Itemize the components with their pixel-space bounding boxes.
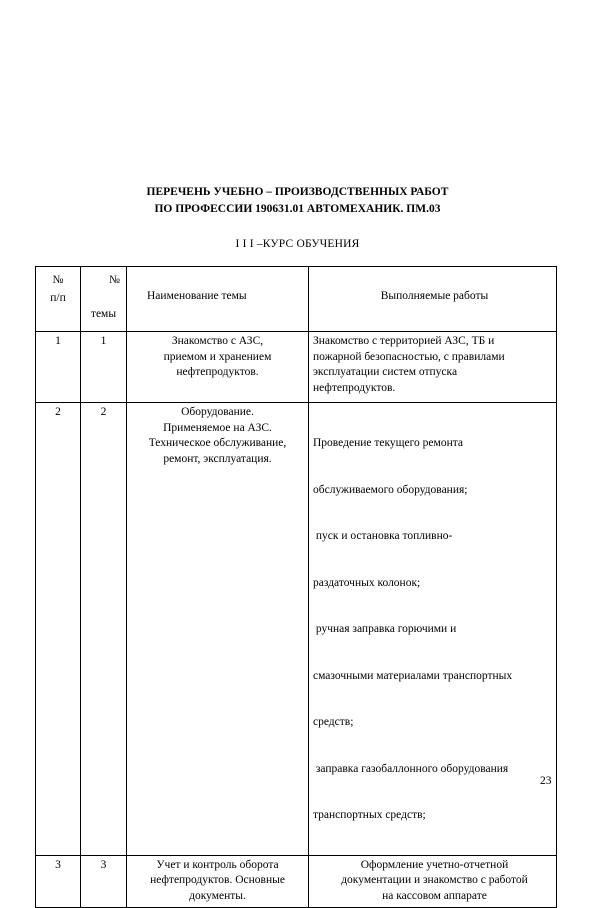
works-line: средств; [313,716,354,728]
works-line: Знакомство с территорией АЗС, ТБ и [313,335,495,347]
works-line: нефтепродуктов. [313,381,396,394]
works-line: пуск и остановка топливно- [313,530,453,542]
topic-number: 3 [100,858,107,871]
works-line: обслуживаемого оборудования; [313,483,468,496]
topic-line: приемом и хранением [163,350,272,363]
topic-line: Учет и контроль оборота [156,858,279,871]
row-number-cell [36,855,81,907]
works-text [313,332,556,396]
header-topic-name-label: Наименование темы [147,290,247,302]
row-number-cell [36,403,81,856]
works-line: транспортных средств; [313,809,426,821]
topic-text [127,856,308,905]
works-table [35,266,557,908]
topic-line: документы. [189,889,246,902]
table-row [36,855,557,907]
topic-cell [127,332,309,403]
topic-number: 2 [100,406,107,418]
table-row [36,403,557,856]
works-line: Проведение текущего ремонта [313,437,463,449]
topic-number-cell [81,855,127,907]
topic-number-cell [81,332,127,403]
table-row [36,332,557,403]
topic-line: Оборудование. [181,406,254,418]
header-topic-number-sub: темы [90,307,117,320]
document-title-line1: ПЕРЕЧЕНЬ УЧЕБНО – ПРОИЗВОДСТВЕННЫХ РАБОТ [146,186,449,198]
topic-line: Применяемое на АЗС. [163,421,272,434]
topic-line: Знакомство с АЗС, [171,335,264,347]
header-topic-number-symbol: № [109,274,120,286]
page-number: 23 [540,775,552,787]
topic-cell [127,855,309,907]
row-number-cell [36,332,81,403]
works-line: эксплуатации систем отпуска [313,366,458,378]
works-line: смазочными материалами транспортных [313,669,513,682]
topic-line: ремонт, эксплуатация. [163,452,272,465]
works-line: раздаточных колонок; [313,576,421,589]
topic-line: Техническое обслуживание, [148,437,287,449]
works-line: Оформление учетно-отчетной [360,858,509,871]
row-number: 2 [55,406,61,418]
works-text [313,856,556,905]
topic-line: нефтепродуктов. [176,366,259,378]
course-heading: I I I –КУРС ОБУЧЕНИЯ [235,238,360,250]
topic-text [127,332,308,381]
works-text [313,403,556,855]
header-works-label: Выполняемые работы [380,290,489,302]
works-cell [309,855,557,907]
topic-number: 1 [100,335,107,347]
header-number-sub: п/п [50,291,66,304]
topic-text [127,403,308,467]
works-line: ручная заправка горючими и [313,623,457,635]
topic-cell [127,403,309,856]
header-row-number [36,267,81,332]
table-header-row [36,267,557,332]
works-cell [309,332,557,403]
works-line: заправка газобаллонного оборудования [313,762,509,775]
works-line: документации и знакомство с работой [341,874,528,886]
row-number: 1 [55,335,61,347]
header-number-symbol: № [52,274,64,286]
header-topic-name [127,267,309,332]
works-cell [309,403,557,856]
document-title-line2: ПО ПРОФЕССИИ 190631.01 АВТОМЕХАНИК. ПМ.03 [154,203,441,215]
header-works [309,267,557,332]
works-line: пожарной безопасностью, с правилами [313,350,505,363]
row-number: 3 [55,858,61,871]
topic-line: нефтепродуктов. Основные [150,874,285,886]
topic-number-cell [81,403,127,856]
header-topic-number [81,267,127,332]
works-line: на кассовом аппарате [382,889,487,902]
